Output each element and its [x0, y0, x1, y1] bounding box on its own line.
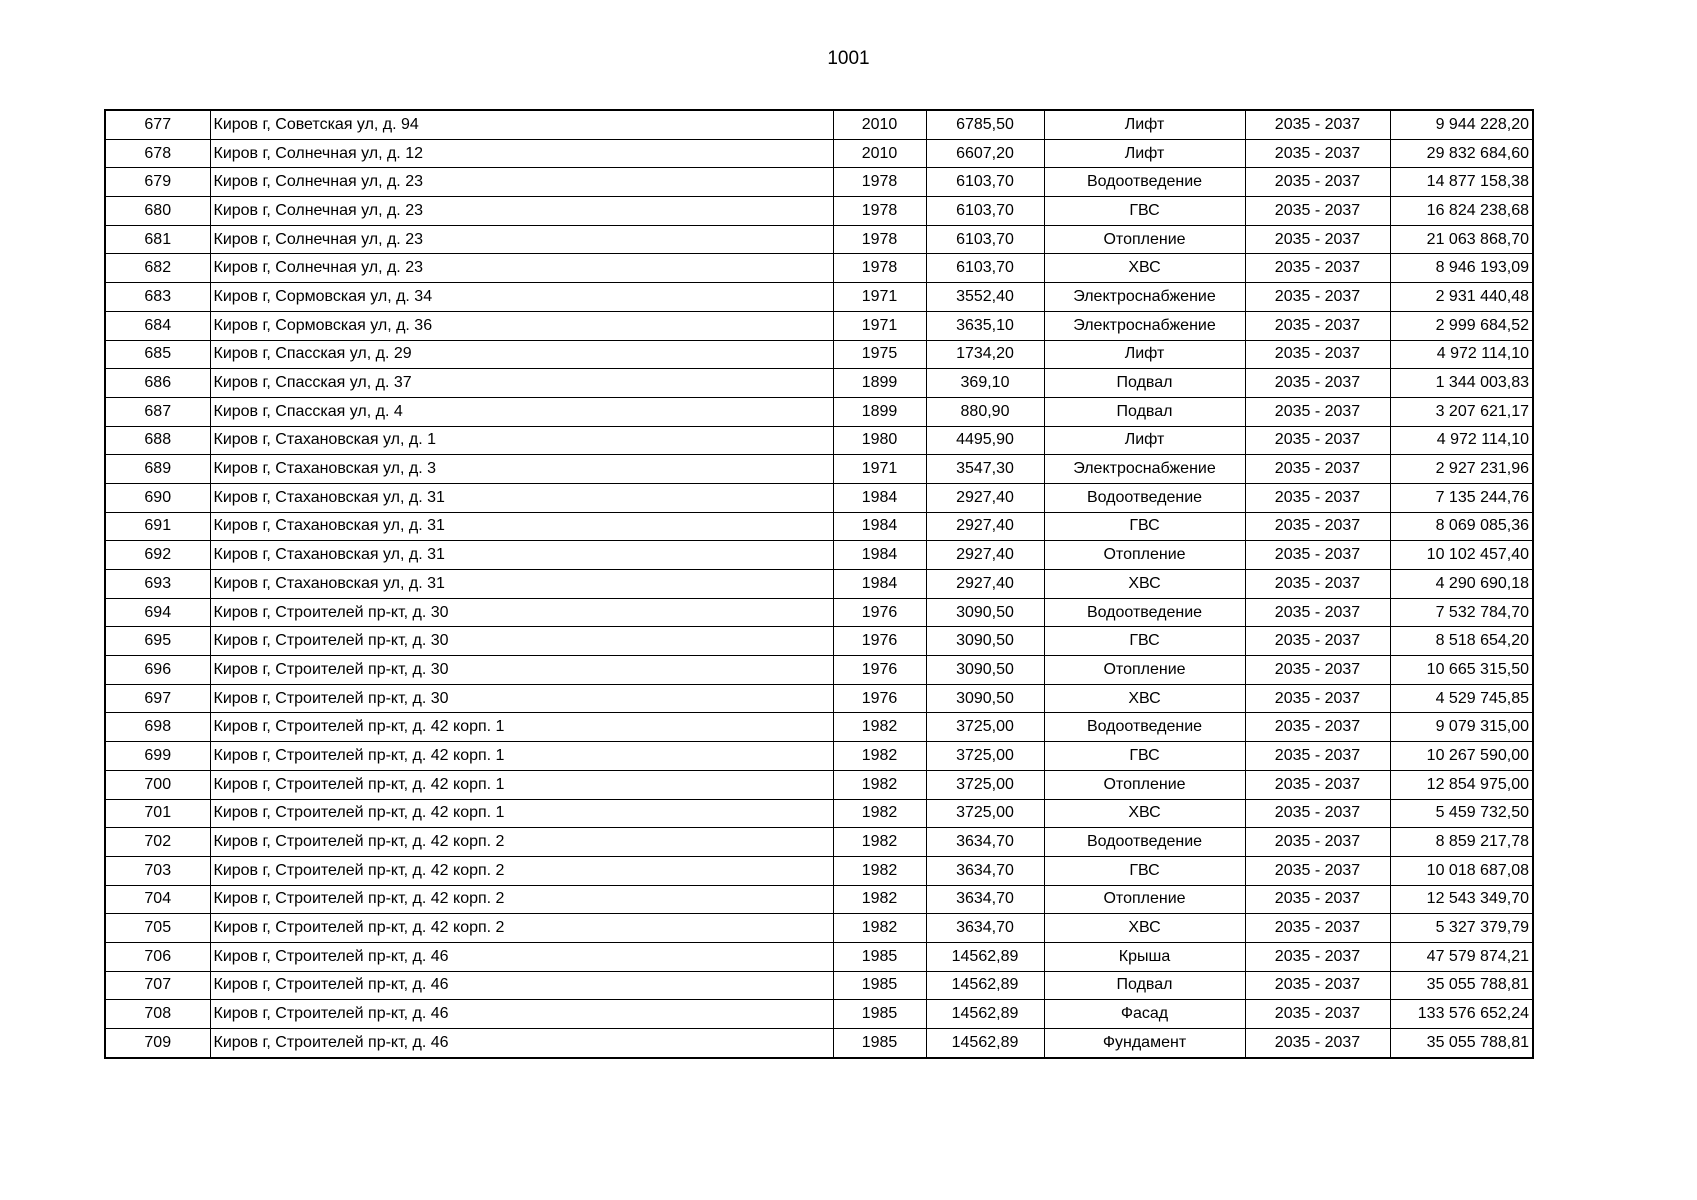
period-cell: 2035 - 2037 — [1245, 197, 1390, 226]
area-cell: 3634,70 — [926, 856, 1044, 885]
page-number: 1001 — [827, 48, 870, 69]
work-type-cell: Крыша — [1044, 942, 1245, 971]
work-type-cell: Водоотведение — [1044, 483, 1245, 512]
row-number-cell: 682 — [105, 254, 210, 283]
period-cell: 2035 - 2037 — [1245, 828, 1390, 857]
address-cell: Киров г, Строителей пр-кт, д. 42 корп. 2 — [210, 828, 833, 857]
build-year-cell: 1976 — [833, 684, 926, 713]
address-cell: Киров г, Солнечная ул, д. 23 — [210, 225, 833, 254]
build-year-cell: 1984 — [833, 512, 926, 541]
area-cell: 6103,70 — [926, 225, 1044, 254]
build-year-cell: 1975 — [833, 340, 926, 369]
cost-cell: 9 944 228,20 — [1390, 110, 1533, 139]
period-cell: 2035 - 2037 — [1245, 139, 1390, 168]
build-year-cell: 1899 — [833, 397, 926, 426]
address-cell: Киров г, Стахановская ул, д. 31 — [210, 512, 833, 541]
build-year-cell: 1985 — [833, 942, 926, 971]
row-number-cell: 702 — [105, 828, 210, 857]
table-row — [105, 885, 1533, 914]
address-cell: Киров г, Стахановская ул, д. 31 — [210, 541, 833, 570]
work-type-cell: Фундамент — [1044, 1029, 1245, 1058]
period-cell: 2035 - 2037 — [1245, 340, 1390, 369]
table-row — [105, 168, 1533, 197]
cost-cell: 10 102 457,40 — [1390, 541, 1533, 570]
cost-cell: 21 063 868,70 — [1390, 225, 1533, 254]
cost-cell: 2 999 684,52 — [1390, 311, 1533, 340]
area-cell: 1734,20 — [926, 340, 1044, 369]
address-cell: Киров г, Стахановская ул, д. 1 — [210, 426, 833, 455]
row-number-cell: 683 — [105, 283, 210, 312]
table-row — [105, 483, 1533, 512]
period-cell: 2035 - 2037 — [1245, 742, 1390, 771]
cost-cell: 8 069 085,36 — [1390, 512, 1533, 541]
period-cell: 2035 - 2037 — [1245, 856, 1390, 885]
work-type-cell: Отопление — [1044, 885, 1245, 914]
build-year-cell: 1978 — [833, 168, 926, 197]
address-cell: Киров г, Солнечная ул, д. 23 — [210, 254, 833, 283]
table-row — [105, 856, 1533, 885]
row-number-cell: 687 — [105, 397, 210, 426]
table-row — [105, 742, 1533, 771]
cost-cell: 35 055 788,81 — [1390, 971, 1533, 1000]
period-cell: 2035 - 2037 — [1245, 512, 1390, 541]
row-number-cell: 709 — [105, 1029, 210, 1058]
build-year-cell: 1982 — [833, 770, 926, 799]
cost-cell: 9 079 315,00 — [1390, 713, 1533, 742]
row-number-cell: 677 — [105, 110, 210, 139]
build-year-cell: 1976 — [833, 598, 926, 627]
build-year-cell: 1984 — [833, 483, 926, 512]
work-type-cell: Водоотведение — [1044, 168, 1245, 197]
row-number-cell: 690 — [105, 483, 210, 512]
work-type-cell: Водоотведение — [1044, 598, 1245, 627]
row-number-cell: 699 — [105, 742, 210, 771]
period-cell: 2035 - 2037 — [1245, 397, 1390, 426]
build-year-cell: 1976 — [833, 627, 926, 656]
period-cell: 2035 - 2037 — [1245, 426, 1390, 455]
row-number-cell: 696 — [105, 656, 210, 685]
period-cell: 2035 - 2037 — [1245, 283, 1390, 312]
period-cell: 2035 - 2037 — [1245, 225, 1390, 254]
cost-cell: 29 832 684,60 — [1390, 139, 1533, 168]
work-type-cell: Отопление — [1044, 656, 1245, 685]
table-row — [105, 455, 1533, 484]
work-type-cell: Водоотведение — [1044, 828, 1245, 857]
build-year-cell: 1971 — [833, 455, 926, 484]
area-cell: 4495,90 — [926, 426, 1044, 455]
area-cell: 2927,40 — [926, 541, 1044, 570]
address-cell: Киров г, Стахановская ул, д. 31 — [210, 570, 833, 599]
row-number-cell: 684 — [105, 311, 210, 340]
work-type-cell: Электроснабжение — [1044, 455, 1245, 484]
cost-cell: 7 135 244,76 — [1390, 483, 1533, 512]
build-year-cell: 2010 — [833, 110, 926, 139]
table-body — [105, 110, 1533, 1058]
area-cell: 6607,20 — [926, 139, 1044, 168]
area-cell: 14562,89 — [926, 942, 1044, 971]
address-cell: Киров г, Сормовская ул, д. 36 — [210, 311, 833, 340]
build-year-cell: 1978 — [833, 254, 926, 283]
period-cell: 2035 - 2037 — [1245, 627, 1390, 656]
period-cell: 2035 - 2037 — [1245, 254, 1390, 283]
address-cell: Киров г, Строителей пр-кт, д. 46 — [210, 1000, 833, 1029]
address-cell: Киров г, Строителей пр-кт, д. 42 корп. 1 — [210, 713, 833, 742]
build-year-cell: 1982 — [833, 799, 926, 828]
period-cell: 2035 - 2037 — [1245, 311, 1390, 340]
period-cell: 2035 - 2037 — [1245, 656, 1390, 685]
area-cell: 6103,70 — [926, 197, 1044, 226]
cost-cell: 12 854 975,00 — [1390, 770, 1533, 799]
area-cell: 3547,30 — [926, 455, 1044, 484]
build-year-cell: 1982 — [833, 828, 926, 857]
table-row — [105, 1000, 1533, 1029]
row-number-cell: 708 — [105, 1000, 210, 1029]
table-row — [105, 942, 1533, 971]
work-type-cell: ХВС — [1044, 799, 1245, 828]
work-type-cell: ГВС — [1044, 197, 1245, 226]
row-number-cell: 694 — [105, 598, 210, 627]
row-number-cell: 703 — [105, 856, 210, 885]
row-number-cell: 707 — [105, 971, 210, 1000]
row-number-cell: 691 — [105, 512, 210, 541]
row-number-cell: 680 — [105, 197, 210, 226]
table-row — [105, 512, 1533, 541]
cost-cell: 14 877 158,38 — [1390, 168, 1533, 197]
cost-cell: 5 327 379,79 — [1390, 914, 1533, 943]
period-cell: 2035 - 2037 — [1245, 598, 1390, 627]
address-cell: Киров г, Строителей пр-кт, д. 30 — [210, 684, 833, 713]
cost-cell: 12 543 349,70 — [1390, 885, 1533, 914]
table-row — [105, 570, 1533, 599]
table-row — [105, 225, 1533, 254]
area-cell: 3090,50 — [926, 684, 1044, 713]
row-number-cell: 704 — [105, 885, 210, 914]
work-type-cell: Отопление — [1044, 225, 1245, 254]
period-cell: 2035 - 2037 — [1245, 570, 1390, 599]
area-cell: 3635,10 — [926, 311, 1044, 340]
work-type-cell: Лифт — [1044, 340, 1245, 369]
period-cell: 2035 - 2037 — [1245, 914, 1390, 943]
cost-cell: 4 290 690,18 — [1390, 570, 1533, 599]
period-cell: 2035 - 2037 — [1245, 455, 1390, 484]
area-cell: 3090,50 — [926, 627, 1044, 656]
area-cell: 3725,00 — [926, 799, 1044, 828]
table-row — [105, 541, 1533, 570]
table-row — [105, 684, 1533, 713]
area-cell: 2927,40 — [926, 570, 1044, 599]
table-row — [105, 139, 1533, 168]
table-row — [105, 770, 1533, 799]
table-row — [105, 627, 1533, 656]
cost-cell: 4 529 745,85 — [1390, 684, 1533, 713]
build-year-cell: 1971 — [833, 283, 926, 312]
area-cell: 2927,40 — [926, 483, 1044, 512]
address-cell: Киров г, Спасская ул, д. 37 — [210, 369, 833, 398]
period-cell: 2035 - 2037 — [1245, 684, 1390, 713]
period-cell: 2035 - 2037 — [1245, 168, 1390, 197]
address-cell: Киров г, Строителей пр-кт, д. 42 корп. 1 — [210, 742, 833, 771]
work-type-cell: ГВС — [1044, 512, 1245, 541]
row-number-cell: 679 — [105, 168, 210, 197]
work-type-cell: Отопление — [1044, 770, 1245, 799]
work-type-cell: ГВС — [1044, 856, 1245, 885]
build-year-cell: 1982 — [833, 856, 926, 885]
table-row — [105, 713, 1533, 742]
build-year-cell: 1971 — [833, 311, 926, 340]
address-cell: Киров г, Строителей пр-кт, д. 46 — [210, 942, 833, 971]
work-type-cell: ХВС — [1044, 914, 1245, 943]
period-cell: 2035 - 2037 — [1245, 942, 1390, 971]
address-cell: Киров г, Спасская ул, д. 29 — [210, 340, 833, 369]
cost-cell: 4 972 114,10 — [1390, 340, 1533, 369]
area-cell: 3634,70 — [926, 914, 1044, 943]
build-year-cell: 1985 — [833, 971, 926, 1000]
period-cell: 2035 - 2037 — [1245, 770, 1390, 799]
cost-cell: 4 972 114,10 — [1390, 426, 1533, 455]
work-type-cell: Лифт — [1044, 110, 1245, 139]
build-year-cell: 1978 — [833, 197, 926, 226]
table-row — [105, 971, 1533, 1000]
table-row — [105, 426, 1533, 455]
build-year-cell: 1976 — [833, 656, 926, 685]
address-cell: Киров г, Спасская ул, д. 4 — [210, 397, 833, 426]
row-number-cell: 686 — [105, 369, 210, 398]
area-cell: 14562,89 — [926, 1000, 1044, 1029]
row-number-cell: 701 — [105, 799, 210, 828]
area-cell: 3634,70 — [926, 828, 1044, 857]
cost-cell: 8 859 217,78 — [1390, 828, 1533, 857]
period-cell: 2035 - 2037 — [1245, 885, 1390, 914]
period-cell: 2035 - 2037 — [1245, 110, 1390, 139]
address-cell: Киров г, Строителей пр-кт, д. 30 — [210, 598, 833, 627]
cost-cell: 7 532 784,70 — [1390, 598, 1533, 627]
table-row — [105, 340, 1533, 369]
build-year-cell: 1980 — [833, 426, 926, 455]
work-type-cell: Фасад — [1044, 1000, 1245, 1029]
work-type-cell: Лифт — [1044, 139, 1245, 168]
area-cell: 6103,70 — [926, 254, 1044, 283]
period-cell: 2035 - 2037 — [1245, 369, 1390, 398]
area-cell: 14562,89 — [926, 1029, 1044, 1058]
period-cell: 2035 - 2037 — [1245, 971, 1390, 1000]
area-cell: 3634,70 — [926, 885, 1044, 914]
area-cell: 14562,89 — [926, 971, 1044, 1000]
row-number-cell: 700 — [105, 770, 210, 799]
build-year-cell: 1984 — [833, 541, 926, 570]
address-cell: Киров г, Солнечная ул, д. 23 — [210, 197, 833, 226]
cost-cell: 5 459 732,50 — [1390, 799, 1533, 828]
row-number-cell: 706 — [105, 942, 210, 971]
build-year-cell: 1978 — [833, 225, 926, 254]
work-type-cell: ГВС — [1044, 627, 1245, 656]
row-number-cell: 705 — [105, 914, 210, 943]
address-cell: Киров г, Строителей пр-кт, д. 46 — [210, 971, 833, 1000]
area-cell: 3725,00 — [926, 770, 1044, 799]
cost-cell: 35 055 788,81 — [1390, 1029, 1533, 1058]
period-cell: 2035 - 2037 — [1245, 713, 1390, 742]
build-year-cell: 1985 — [833, 1029, 926, 1058]
address-cell: Киров г, Строителей пр-кт, д. 42 корп. 2 — [210, 914, 833, 943]
build-year-cell: 1982 — [833, 742, 926, 771]
area-cell: 3725,00 — [926, 742, 1044, 771]
row-number-cell: 698 — [105, 713, 210, 742]
table-row — [105, 1029, 1533, 1058]
work-type-cell: ХВС — [1044, 570, 1245, 599]
row-number-cell: 693 — [105, 570, 210, 599]
cost-cell: 2 927 231,96 — [1390, 455, 1533, 484]
row-number-cell: 681 — [105, 225, 210, 254]
work-type-cell: Подвал — [1044, 369, 1245, 398]
area-cell: 6785,50 — [926, 110, 1044, 139]
work-type-cell: ХВС — [1044, 254, 1245, 283]
address-cell: Киров г, Солнечная ул, д. 23 — [210, 168, 833, 197]
build-year-cell: 1985 — [833, 1000, 926, 1029]
cost-cell: 133 576 652,24 — [1390, 1000, 1533, 1029]
area-cell: 880,90 — [926, 397, 1044, 426]
area-cell: 6103,70 — [926, 168, 1044, 197]
table-row — [105, 656, 1533, 685]
work-type-cell: Подвал — [1044, 397, 1245, 426]
build-year-cell: 1899 — [833, 369, 926, 398]
table-row — [105, 311, 1533, 340]
period-cell: 2035 - 2037 — [1245, 799, 1390, 828]
period-cell: 2035 - 2037 — [1245, 1000, 1390, 1029]
row-number-cell: 689 — [105, 455, 210, 484]
row-number-cell: 688 — [105, 426, 210, 455]
row-number-cell: 678 — [105, 139, 210, 168]
work-type-cell: Отопление — [1044, 541, 1245, 570]
area-cell: 2927,40 — [926, 512, 1044, 541]
build-year-cell: 1982 — [833, 713, 926, 742]
row-number-cell: 685 — [105, 340, 210, 369]
address-cell: Киров г, Строителей пр-кт, д. 30 — [210, 656, 833, 685]
repair-schedule-table — [104, 109, 1534, 1059]
cost-cell: 10 665 315,50 — [1390, 656, 1533, 685]
row-number-cell: 695 — [105, 627, 210, 656]
table-row — [105, 828, 1533, 857]
address-cell: Киров г, Строителей пр-кт, д. 42 корп. 1 — [210, 799, 833, 828]
table-row — [105, 369, 1533, 398]
address-cell: Киров г, Стахановская ул, д. 31 — [210, 483, 833, 512]
work-type-cell: Подвал — [1044, 971, 1245, 1000]
table-row — [105, 397, 1533, 426]
row-number-cell: 692 — [105, 541, 210, 570]
cost-cell: 47 579 874,21 — [1390, 942, 1533, 971]
address-cell: Киров г, Советская ул, д. 94 — [210, 110, 833, 139]
address-cell: Киров г, Строителей пр-кт, д. 42 корп. 1 — [210, 770, 833, 799]
period-cell: 2035 - 2037 — [1245, 483, 1390, 512]
build-year-cell: 2010 — [833, 139, 926, 168]
build-year-cell: 1982 — [833, 914, 926, 943]
table-row — [105, 598, 1533, 627]
table-row — [105, 799, 1533, 828]
cost-cell: 10 267 590,00 — [1390, 742, 1533, 771]
work-type-cell: Лифт — [1044, 426, 1245, 455]
row-number-cell: 697 — [105, 684, 210, 713]
cost-cell: 8 518 654,20 — [1390, 627, 1533, 656]
cost-cell: 2 931 440,48 — [1390, 283, 1533, 312]
area-cell: 3552,40 — [926, 283, 1044, 312]
address-cell: Киров г, Солнечная ул, д. 12 — [210, 139, 833, 168]
table-row — [105, 110, 1533, 139]
address-cell: Киров г, Строителей пр-кт, д. 42 корп. 2 — [210, 885, 833, 914]
work-type-cell: Электроснабжение — [1044, 283, 1245, 312]
table-row — [105, 254, 1533, 283]
cost-cell: 10 018 687,08 — [1390, 856, 1533, 885]
period-cell: 2035 - 2037 — [1245, 541, 1390, 570]
address-cell: Киров г, Строителей пр-кт, д. 42 корп. 2 — [210, 856, 833, 885]
area-cell: 3090,50 — [926, 598, 1044, 627]
table-row — [105, 197, 1533, 226]
area-cell: 3090,50 — [926, 656, 1044, 685]
area-cell: 3725,00 — [926, 713, 1044, 742]
work-type-cell: ГВС — [1044, 742, 1245, 771]
work-type-cell: Водоотведение — [1044, 713, 1245, 742]
build-year-cell: 1984 — [833, 570, 926, 599]
work-type-cell: Электроснабжение — [1044, 311, 1245, 340]
address-cell: Киров г, Строителей пр-кт, д. 46 — [210, 1029, 833, 1058]
table-row — [105, 914, 1533, 943]
table-row — [105, 283, 1533, 312]
cost-cell: 16 824 238,68 — [1390, 197, 1533, 226]
address-cell: Киров г, Строителей пр-кт, д. 30 — [210, 627, 833, 656]
address-cell: Киров г, Сормовская ул, д. 34 — [210, 283, 833, 312]
period-cell: 2035 - 2037 — [1245, 1029, 1390, 1058]
address-cell: Киров г, Стахановская ул, д. 3 — [210, 455, 833, 484]
cost-cell: 8 946 193,09 — [1390, 254, 1533, 283]
cost-cell: 1 344 003,83 — [1390, 369, 1533, 398]
area-cell: 369,10 — [926, 369, 1044, 398]
cost-cell: 3 207 621,17 — [1390, 397, 1533, 426]
work-type-cell: ХВС — [1044, 684, 1245, 713]
build-year-cell: 1982 — [833, 885, 926, 914]
